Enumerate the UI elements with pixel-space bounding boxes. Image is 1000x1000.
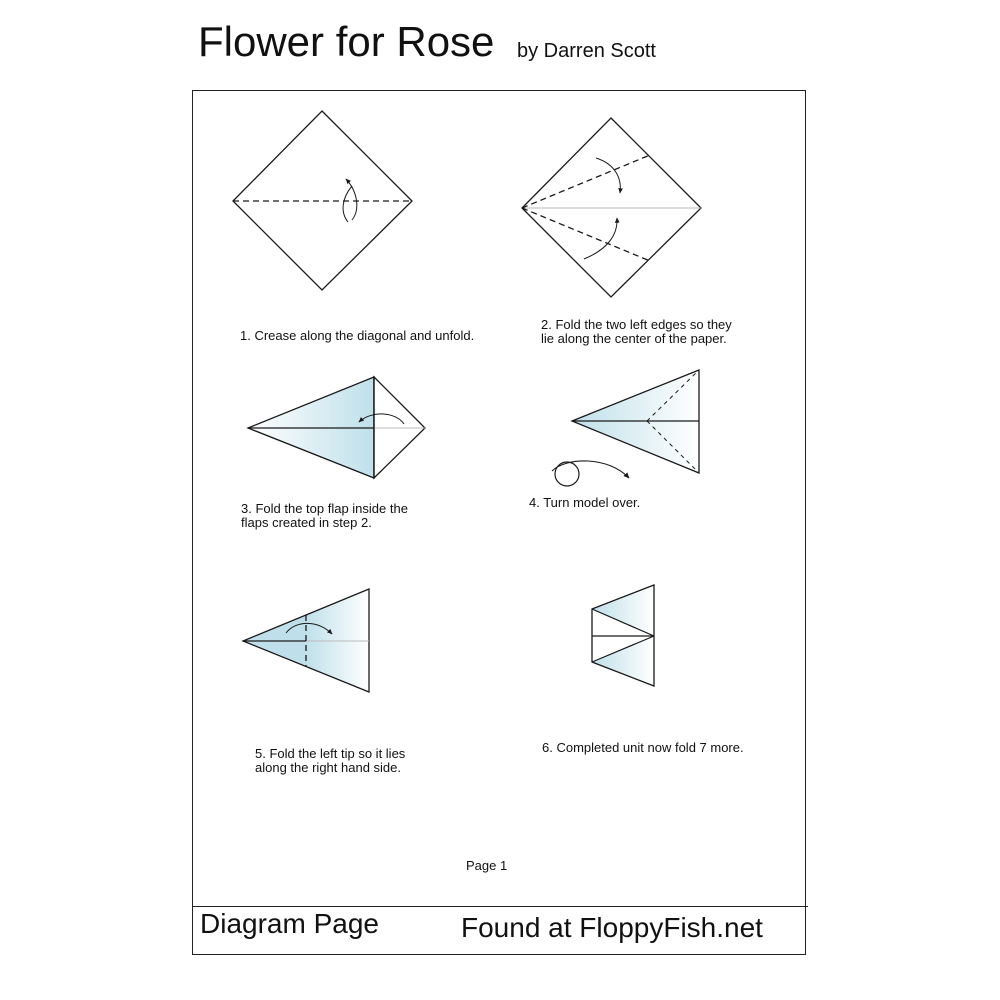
step-4-diagram <box>552 370 699 486</box>
step-2-caption: 2. Fold the two left edges so they lie along the center of the paper. <box>541 317 732 346</box>
author-byline: by Darren Scott <box>517 40 656 62</box>
step-2-diagram <box>522 118 701 297</box>
step-5-diagram <box>243 589 369 692</box>
diagram-title: Flower for Rose <box>198 18 495 65</box>
page-number: Page 1 <box>466 858 508 873</box>
step-4-caption: 4. Turn model over. <box>529 495 641 510</box>
step-1-caption: 1. Crease along the diagonal and unfold. <box>240 328 475 343</box>
step-3-caption: 3. Fold the top flap inside the flaps created in step 2. <box>241 501 408 530</box>
step-6-diagram <box>592 585 654 686</box>
turn-over-icon <box>555 462 579 486</box>
step-5-caption: 5. Fold the left tip so it lies along the right hand side. <box>255 746 406 775</box>
step-1-diagram <box>233 111 412 290</box>
top-shaded-panel <box>592 585 654 636</box>
footer-label: Diagram Page <box>200 908 379 939</box>
step-3-diagram <box>248 377 425 478</box>
bottom-shaded-panel <box>592 636 654 686</box>
footer-source: Found at FloppyFish.net <box>461 912 763 943</box>
step-6-caption: 6. Completed unit now fold 7 more. <box>542 740 744 755</box>
